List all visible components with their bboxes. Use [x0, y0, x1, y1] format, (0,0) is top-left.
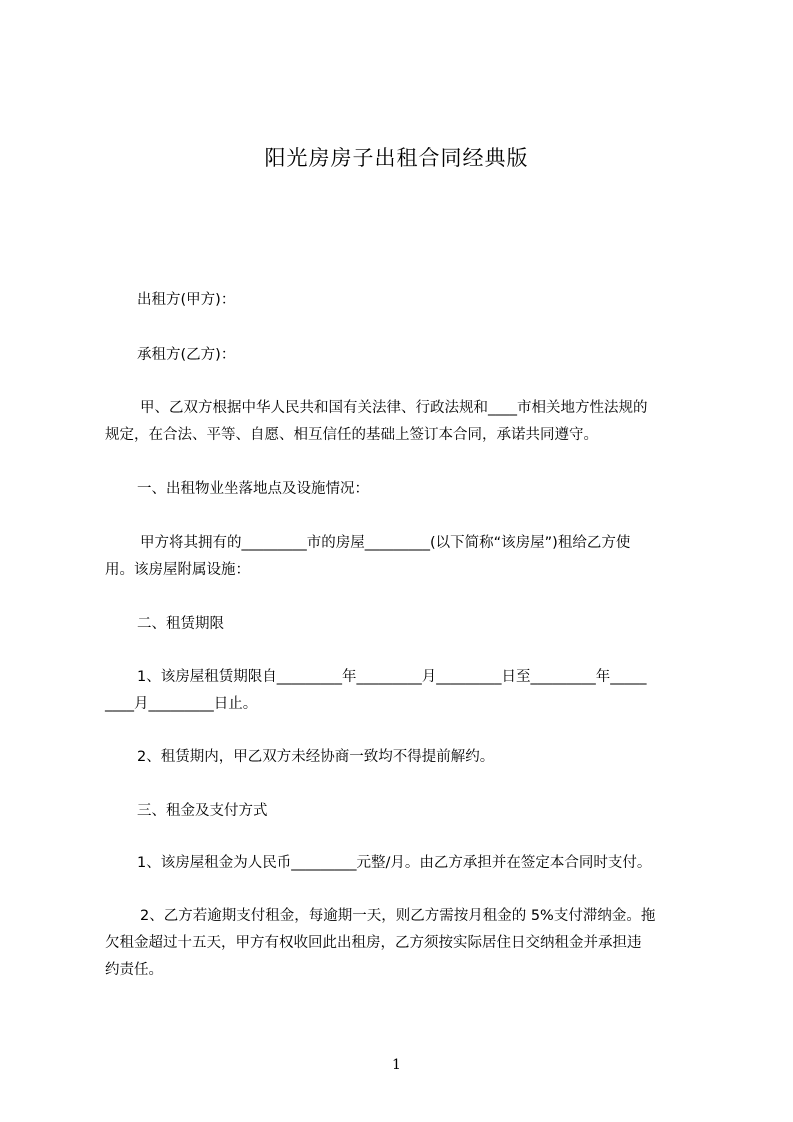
section-1-paragraph-line-2: 用。该房屋附属设施：	[105, 562, 250, 578]
section-3-heading: 三、租金及支付方式	[137, 803, 268, 819]
lessee-line: 承租方(乙方)：	[137, 347, 236, 363]
lessor-line: 出租方(甲方)：	[137, 292, 236, 308]
contract-title: 阳光房房子出租合同经典版	[264, 146, 529, 170]
preamble-line-1: 甲、乙双方根据中华人民共和国有关法律、行政法规和____市相关地方性法规的	[140, 400, 648, 416]
term-clause-1-line-1: 1、该房屋租赁期限自_________年_________月_________日至_________年_____	[137, 669, 647, 685]
section-1-heading: 一、出租物业坐落地点及设施情况：	[137, 481, 369, 497]
term-clause-1-line-2: ____月_________日止。	[105, 696, 258, 712]
rent-clause-2-line-2: 欠租金超过十五天，甲方有权收回此出租房，乙方须按实际居住日交纳租金并承担违	[105, 935, 642, 951]
rent-clause-2-line-1: 2、乙方若逾期支付租金，每逾期一天，则乙方需按月租金的 5%支付滞纳金。拖	[140, 908, 656, 924]
preamble-line-2: 规定，在合法、平等、自愿、相互信任的基础上签订本合同，承诺共同遵守。	[105, 427, 598, 443]
rent-clause-2-line-3: 约责任。	[105, 962, 163, 978]
term-clause-2: 2、租赁期内，甲乙双方未经协商一致均不得提前解约。	[137, 749, 495, 765]
section-2-heading: 二、租赁期限	[137, 616, 224, 632]
page-number: 1	[392, 1057, 401, 1073]
rent-clause-1: 1、该房屋租金为人民币_________元整/月。由乙方承担并在签定本合同时支付。	[137, 855, 652, 871]
section-1-paragraph-line-1: 甲方将其拥有的_________市的房屋_________(以下简称“该房屋”)租给乙方使	[140, 535, 631, 551]
